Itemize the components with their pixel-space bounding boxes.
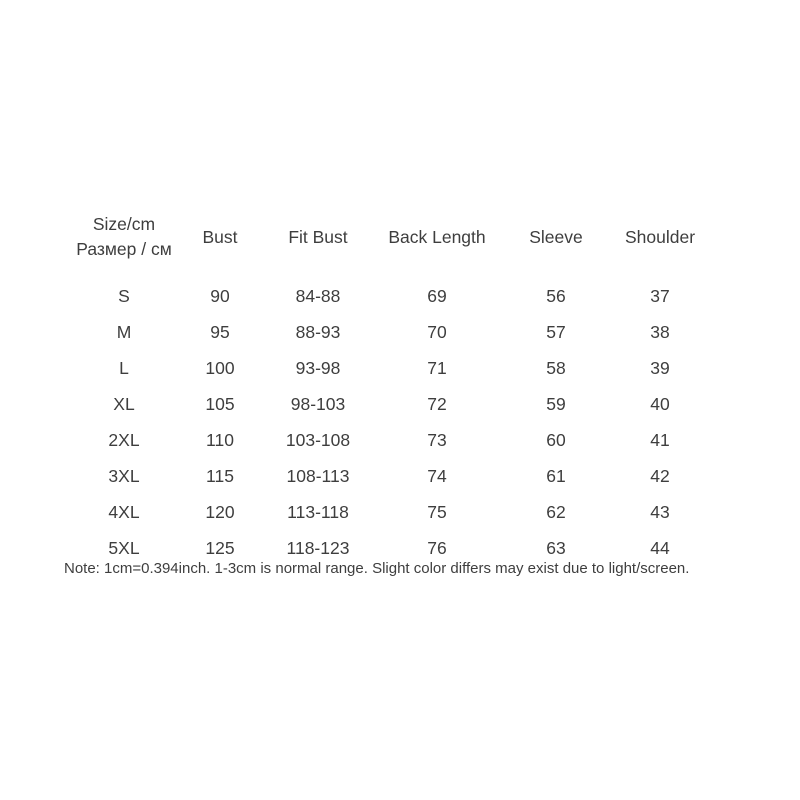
header-fit-bust: Fit Bust: [288, 226, 348, 247]
note-text: Note: 1cm=0.394inch. 1-3cm is normal range. Slight color differs may exist due to light/screen.: [64, 560, 690, 577]
measurement-cell: 108-113: [286, 465, 350, 486]
measurement-cell: 90: [210, 285, 230, 306]
measurement-cell: 40: [650, 393, 670, 414]
size-cell: XL: [113, 393, 135, 414]
measurement-cell: 110: [206, 429, 234, 450]
size-cell: 4XL: [108, 501, 140, 522]
measurement-cell: 70: [427, 321, 447, 342]
measurement-cell: 125: [205, 537, 235, 558]
measurement-cell: 73: [427, 429, 447, 450]
table-row: [64, 278, 702, 314]
measurement-cell: 76: [427, 537, 447, 558]
measurement-cell: 44: [650, 537, 670, 558]
measurement-cell: 71: [427, 357, 447, 378]
header-row: [64, 212, 702, 278]
measurement-cell: 100: [205, 357, 235, 378]
header-shoulder: Shoulder: [624, 226, 696, 247]
measurement-cell: 75: [427, 501, 447, 522]
table-body: [64, 278, 702, 566]
size-cell: 3XL: [108, 465, 140, 486]
measurement-cell: 39: [650, 357, 670, 378]
measurement-cell: 41: [650, 429, 670, 450]
header-size-sublabel: Размер / см: [76, 239, 172, 259]
measurement-cell: 62: [546, 501, 566, 522]
measurement-cell: 38: [650, 321, 670, 342]
table-row: [64, 422, 702, 458]
table-row: [64, 458, 702, 494]
measurement-cell: 59: [546, 393, 566, 414]
table-row: [64, 314, 702, 350]
measurement-cell: 88-93: [295, 321, 341, 342]
measurement-cell: 118-123: [286, 537, 350, 558]
measurement-cell: 42: [650, 465, 670, 486]
size-cell: S: [118, 285, 130, 306]
header-size-label: Size/cm: [92, 214, 156, 234]
measurement-cell: 93-98: [295, 357, 341, 378]
header-size-cm: [64, 212, 184, 278]
measurement-cell: 74: [427, 465, 447, 486]
measurement-cell: 58: [546, 357, 566, 378]
measurement-cell: 37: [650, 285, 670, 306]
measurement-cell: 113-118: [287, 501, 349, 522]
measurement-cell: 72: [427, 393, 447, 414]
header-back-length: Back Length: [388, 226, 486, 247]
table-row: [64, 386, 702, 422]
measurement-cell: 105: [205, 393, 235, 414]
size-cell: M: [116, 321, 132, 342]
header-bust: Bust: [202, 226, 238, 247]
measurement-cell: 98-103: [290, 393, 346, 414]
measurement-cell: 103-108: [285, 429, 351, 450]
measurement-cell: 56: [546, 285, 566, 306]
measurement-cell: 57: [546, 321, 566, 342]
measurement-cell: 115: [206, 465, 234, 486]
measurement-cell: 69: [427, 285, 447, 306]
table-row: [64, 494, 702, 530]
measurement-cell: 60: [546, 429, 566, 450]
measurement-cell: 43: [650, 501, 670, 522]
measurement-cell: 61: [546, 465, 566, 486]
measurement-cell: 84-88: [295, 285, 341, 306]
table-row: [64, 350, 702, 386]
size-cell: L: [119, 357, 129, 378]
size-cell: 5XL: [108, 537, 140, 558]
measurement-cell: 63: [546, 537, 566, 558]
header-sleeve: Sleeve: [529, 226, 583, 247]
size-cell: 2XL: [108, 429, 140, 450]
measurement-cell: 95: [210, 321, 230, 342]
measurement-cell: 120: [205, 501, 235, 522]
size-chart-table: [64, 212, 702, 566]
